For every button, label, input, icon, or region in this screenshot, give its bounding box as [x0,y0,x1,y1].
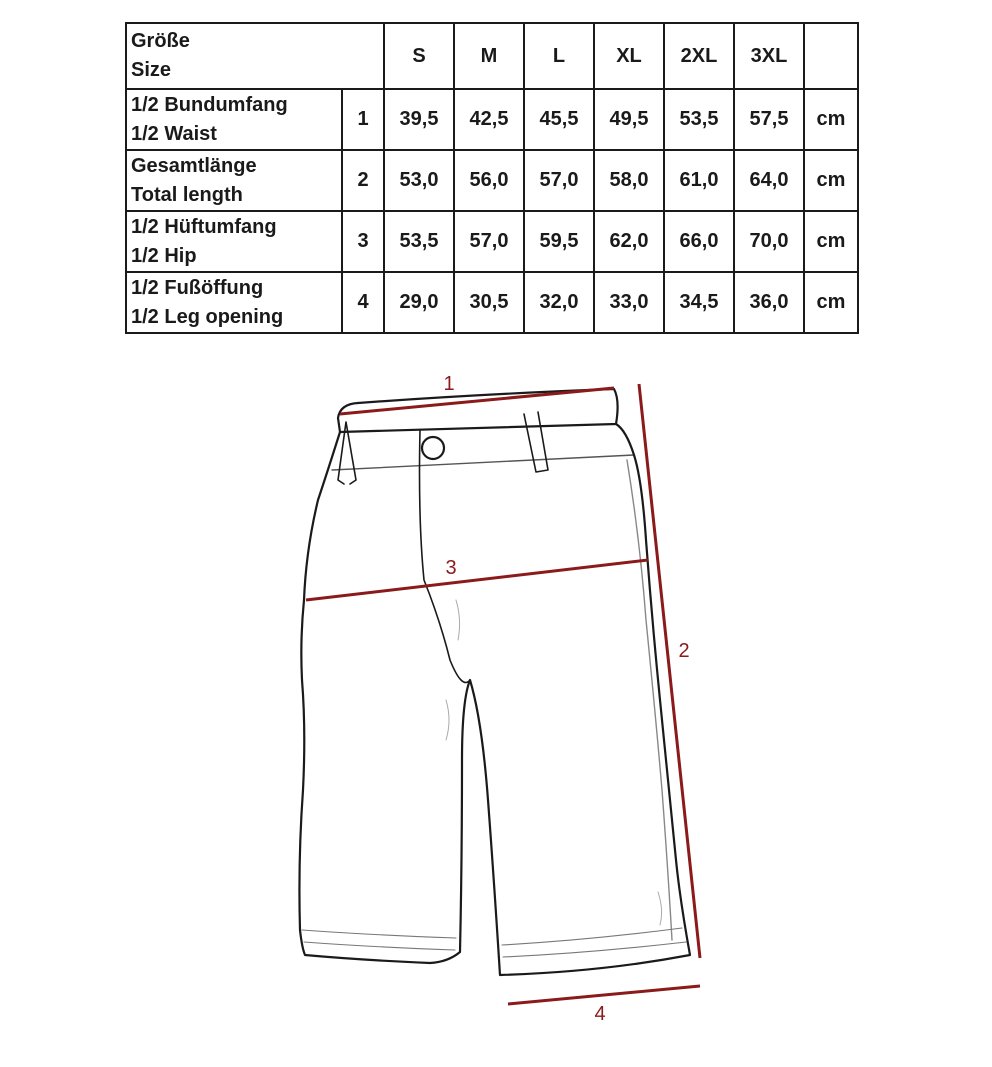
measurement-value: 58,0 [594,150,664,211]
measure-label-2: 2 [678,640,690,662]
measurement-unit: cm [804,150,858,211]
measurement-label-en: Total length [131,183,243,206]
measure-label-3: 3 [445,557,457,579]
measurement-unit: cm [804,272,858,333]
measurement-value: 61,0 [664,150,734,211]
measurement-value: 30,5 [454,272,524,333]
measurement-value: 62,0 [594,211,664,272]
measurement-number: 1 [342,89,384,150]
measurement-value: 53,5 [384,211,454,272]
shorts-outline [299,389,690,975]
measurement-value: 59,5 [524,211,594,272]
measurement-lines [306,373,700,1025]
measurement-value: 57,0 [454,211,524,272]
measurement-value: 33,0 [594,272,664,333]
measurement-value: 32,0 [524,272,594,333]
measurement-value: 29,0 [384,272,454,333]
measurement-label-de: Gesamtlänge [131,154,257,177]
size-column-header: XL [594,23,664,89]
measurement-value: 53,5 [664,89,734,150]
measurement-value: 34,5 [664,272,734,333]
size-header-label-de: Größe [131,30,190,52]
size-column-header: L [524,23,594,89]
measurement-label-en: 1/2 Leg opening [131,305,284,328]
size-column-header: 3XL [734,23,804,89]
size-column-header: 2XL [664,23,734,89]
measurement-unit: cm [804,211,858,272]
measurement-label-en: 1/2 Waist [131,122,217,145]
measurement-unit: cm [804,89,858,150]
measurement-number: 4 [342,272,384,333]
size-column-header: M [454,23,524,89]
measure-line-3 [306,560,648,600]
measure-line-4 [508,986,700,1004]
measurement-value: 53,0 [384,150,454,211]
measurement-value: 64,0 [734,150,804,211]
measurement-label-de: 1/2 Fußöffung [131,276,264,299]
measure-line-2 [639,384,700,958]
size-header-label-en: Size [131,59,172,81]
measurement-value: 45,5 [524,89,594,150]
measurement-number: 3 [342,211,384,272]
size-column-header: S [384,23,454,89]
measurement-value: 36,0 [734,272,804,333]
measurement-value: 49,5 [594,89,664,150]
measurement-value: 39,5 [384,89,454,150]
measure-label-1: 1 [443,373,455,395]
measurement-label-en: 1/2 Hip [131,244,197,267]
measurement-value: 42,5 [454,89,524,150]
measurement-label-de: 1/2 Bundumfang [131,93,288,116]
measurement-label-de: 1/2 Hüftumfang [131,215,277,238]
measurement-value: 56,0 [454,150,524,211]
measurement-value: 57,0 [524,150,594,211]
measure-label-4: 4 [594,1003,606,1025]
measurement-value: 57,5 [734,89,804,150]
measurement-value: 70,0 [734,211,804,272]
measurement-number: 2 [342,150,384,211]
measurement-value: 66,0 [664,211,734,272]
